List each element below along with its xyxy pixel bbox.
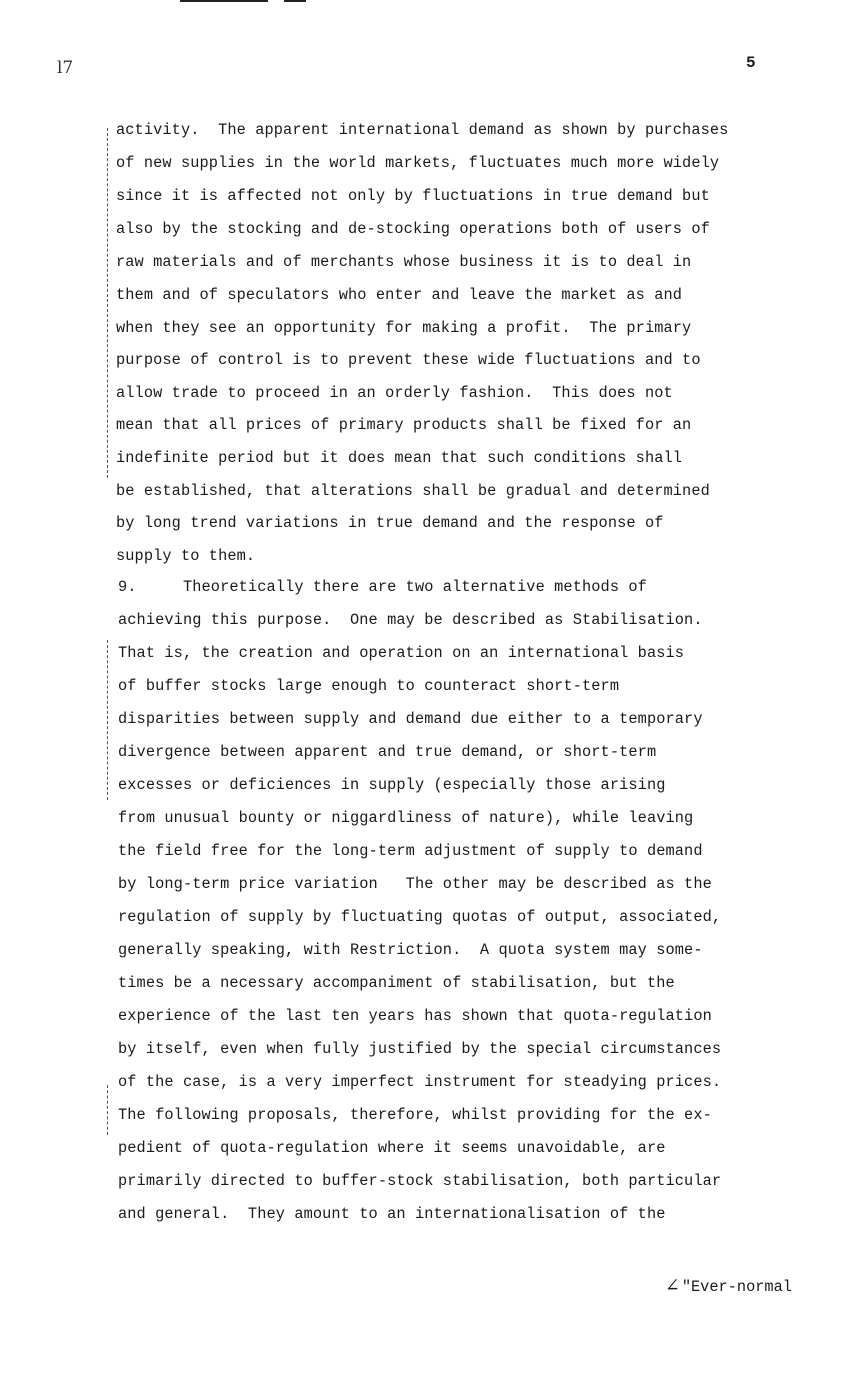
margin-sideline — [107, 128, 108, 478]
text-line: of buffer stocks large enough to counteract short-term — [118, 677, 620, 695]
text-line: activity. The apparent international demand as shown by purchases — [116, 121, 729, 139]
paragraph-8-continued — [116, 120, 729, 565]
text-line: 9. Theoretically there are two alternative methods of — [118, 578, 647, 596]
page-number: 5 — [746, 54, 756, 72]
text-line: and general. They amount to an internationalisation of the — [118, 1205, 666, 1223]
top-rule — [180, 0, 268, 2]
catchword-text: "Ever-normal — [681, 1278, 792, 1296]
text-line: times be a necessary accompaniment of stabilisation, but the — [118, 974, 675, 992]
text-line: by itself, even when fully justified by the special circumstances — [118, 1040, 722, 1058]
text-line: experience of the last ten years has shown that quota-regulation — [118, 1007, 712, 1025]
text-line: the field free for the long-term adjustment of supply to demand — [118, 842, 703, 860]
text-line: purpose of control is to prevent these wide fluctuations and to — [116, 351, 701, 369]
text-line: disparities between supply and demand due either to a temporary — [118, 710, 703, 728]
text-line: achieving this purpose. One may be described as Stabilisation. — [118, 611, 703, 629]
top-rule — [284, 0, 306, 2]
text-line: be established, that alterations shall be gradual and determined — [116, 482, 710, 500]
text-line: pedient of quota-regulation where it seems unavoidable, are — [118, 1139, 666, 1157]
text-line: by long-term price variation The other may be described as the — [118, 875, 712, 893]
text-line: when they see an opportunity for making a profit. The primary — [116, 319, 692, 337]
margin-mark: l7 — [57, 58, 74, 78]
text-line: since it is affected not only by fluctuations in true demand but — [116, 187, 710, 205]
text-line: The following proposals, therefore, whilst providing for the ex- — [118, 1106, 712, 1124]
text-line: also by the stocking and de-stocking operations both of users of — [116, 220, 710, 238]
text-line: regulation of supply by fluctuating quotas of output, associated, — [118, 908, 722, 926]
margin-sideline — [107, 640, 108, 800]
text-line: excesses or deficiences in supply (especially those arising — [118, 776, 666, 794]
catchword — [628, 1257, 792, 1314]
paragraph-9 — [118, 577, 722, 1223]
text-line: primarily directed to buffer-stock stabilisation, both particular — [118, 1172, 722, 1190]
text-line: raw materials and of merchants whose business it is to deal in — [116, 253, 692, 271]
text-line: allow trade to proceed in an orderly fashion. This does not — [116, 384, 673, 402]
text-line: of new supplies in the world markets, fluctuates much more widely — [116, 154, 720, 172]
text-line: by long trend variations in true demand and the response of — [116, 514, 664, 532]
margin-sideline — [107, 1085, 108, 1135]
text-line: indefinite period but it does mean that such conditions shall — [116, 449, 683, 467]
text-line: mean that all prices of primary products shall be fixed for an — [116, 416, 692, 434]
text-line: from unusual bounty or niggardliness of nature), while leaving — [118, 809, 694, 827]
bracket-mark: ∠ — [664, 1275, 680, 1296]
text-line: of the case, is a very imperfect instrument for steadying prices. — [118, 1073, 722, 1091]
text-line: them and of speculators who enter and leave the market as and — [116, 286, 683, 304]
text-line: supply to them. — [116, 547, 256, 565]
text-line: divergence between apparent and true demand, or short-term — [118, 743, 657, 761]
text-line: That is, the creation and operation on an international basis — [118, 644, 685, 662]
text-line: generally speaking, with Restriction. A quota system may some- — [118, 941, 703, 959]
